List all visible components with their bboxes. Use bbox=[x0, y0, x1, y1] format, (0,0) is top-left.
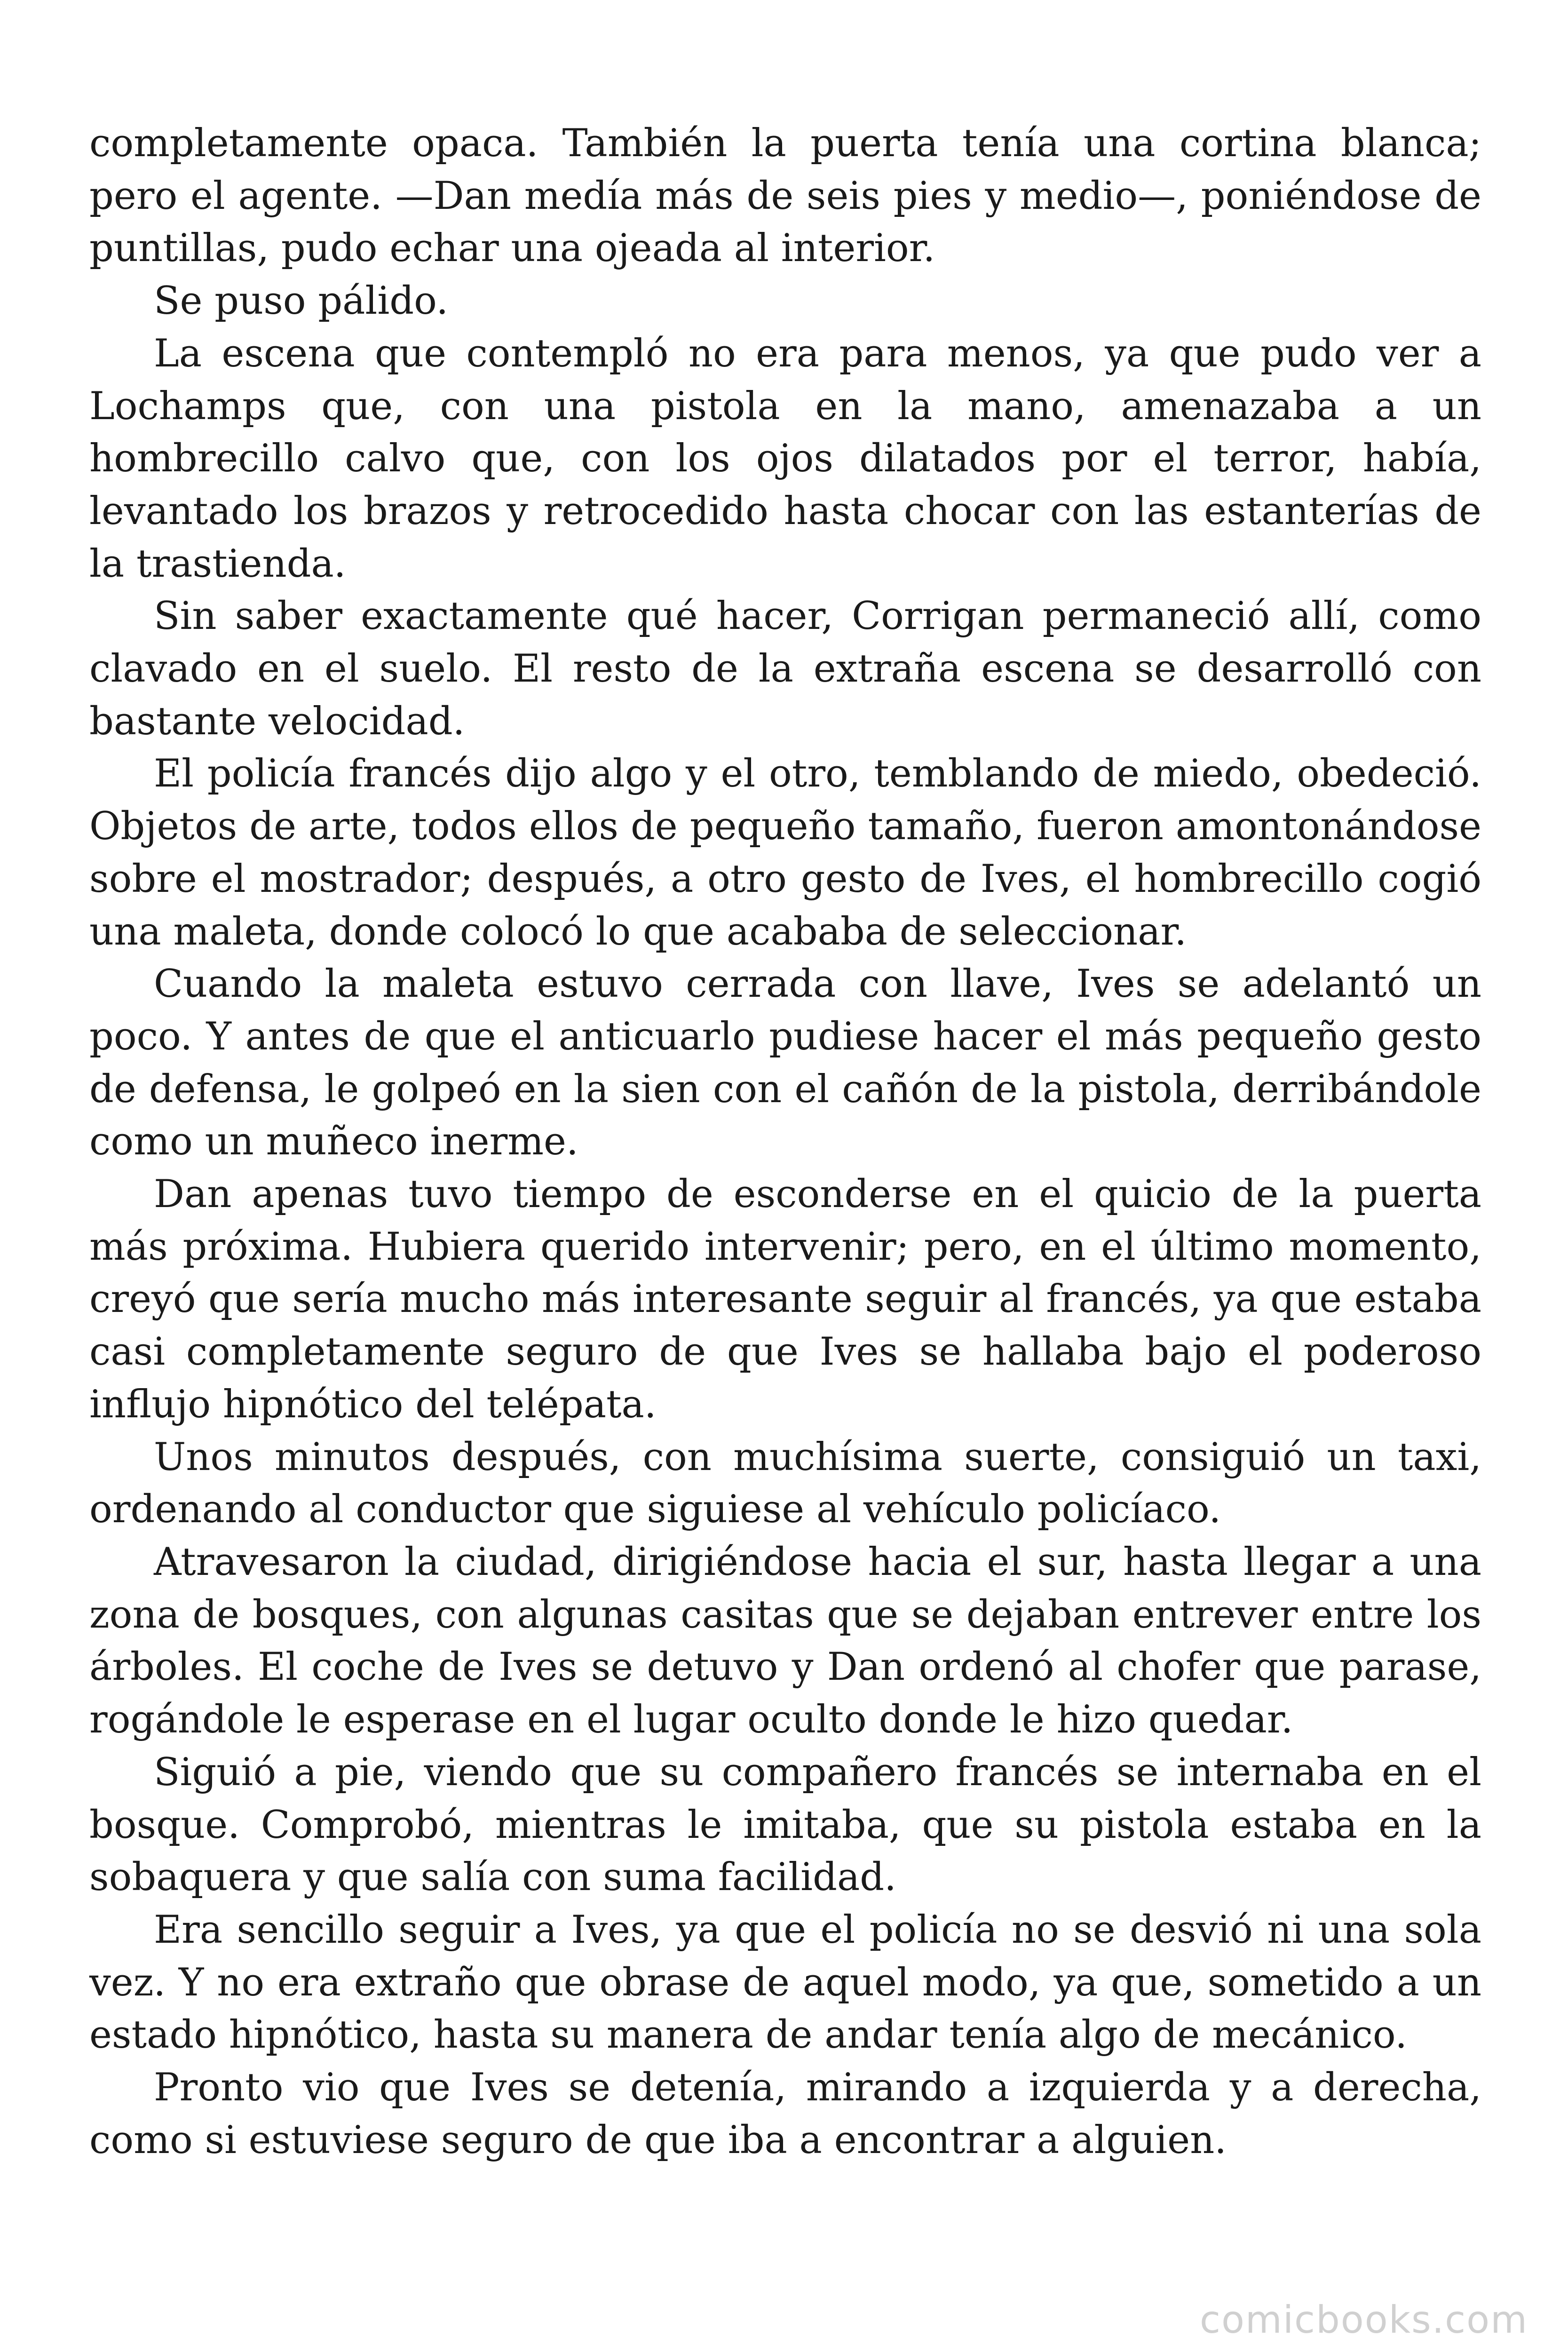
paragraph: Sin saber exactamente qué hacer, Corrigan permaneció allí, como clavado en el suelo. El resto de la extraña escena se desarrolló con bastante velocidad. bbox=[89, 594, 1481, 744]
paragraph: Pronto vio que Ives se detenía, mirando a izquierda y a derecha, como si estuviese seguro de que iba a encontrar a alguien. bbox=[89, 2066, 1481, 2162]
paragraph: Dan apenas tuvo tiempo de esconderse en el quicio de la puerta más próxima. Hubiera querido intervenir; pero, en el último momento, creyó que sería mucho más interesante seguir al francés, ya que estaba casi completamente seguro de que Ives se hallaba bajo el poderoso influjo hipnótico del telépata. bbox=[89, 1172, 1481, 1427]
paragraph: Unos minutos después, con muchísima suerte, consiguió un taxi, ordenando al conductor que siguiese al vehículo policíaco. bbox=[89, 1435, 1481, 1532]
book-page-text bbox=[89, 118, 1481, 2167]
paragraph: Atravesaron la ciudad, dirigiéndose hacia el sur, hasta llegar a una zona de bosques, con algunas casitas que se dejaban entrever entre los árboles. El coche de Ives se detuvo y Dan ordenó al chofer que parase, rogándole le esperase en el lugar oculto donde le hizo quedar. bbox=[89, 1540, 1481, 1742]
paragraph: Era sencillo seguir a Ives, ya que el policía no se desvió ni una sola vez. Y no era extraño que obrase de aquel modo, ya que, sometido a un estado hipnótico, hasta su manera de andar tenía algo de mecánico. bbox=[89, 1907, 1481, 2058]
paragraph: Cuando la maleta estuvo cerrada con llave, Ives se adelantó un poco. Y antes de que el anticuarlo pudiese hacer el más pequeño gesto de defensa, le golpeó en la sien con el cañón de la pistola, derribándole como un muñeco inerme. bbox=[89, 962, 1481, 1164]
paragraph: El policía francés dijo algo y el otro, temblando de miedo, obedeció. Objetos de arte, todos ellos de pequeño tamaño, fueron amontonándose sobre el mostrador; después, a otro gesto de Ives, el hombrecillo cogió una maleta, donde colocó lo que acababa de seleccionar. bbox=[89, 752, 1481, 954]
paragraph: Se puso pálido. bbox=[154, 279, 449, 324]
watermark: comicbooks.com bbox=[1199, 2298, 1528, 2342]
paragraph: Siguió a pie, viendo que su compañero francés se internaba en el bosque. Comprobó, mientras le imitaba, que su pistola estaba en la sobaquera y que salía con suma facilidad. bbox=[89, 1750, 1481, 1900]
paragraph: completamente opaca. También la puerta tenía una cortina blanca; pero el agente. —Dan medía más de seis pies y medio—, poniéndose de puntillas, pudo echar una ojeada al interior. bbox=[89, 121, 1481, 271]
paragraph: La escena que contempló no era para menos, ya que pudo ver a Lochamps que, con una pistola en la mano, amenazaba a un hombrecillo calvo que, con los ojos dilatados por el terror, había, levantado los brazos y retrocedido hasta chocar con las estanterías de la trastienda. bbox=[89, 331, 1481, 586]
